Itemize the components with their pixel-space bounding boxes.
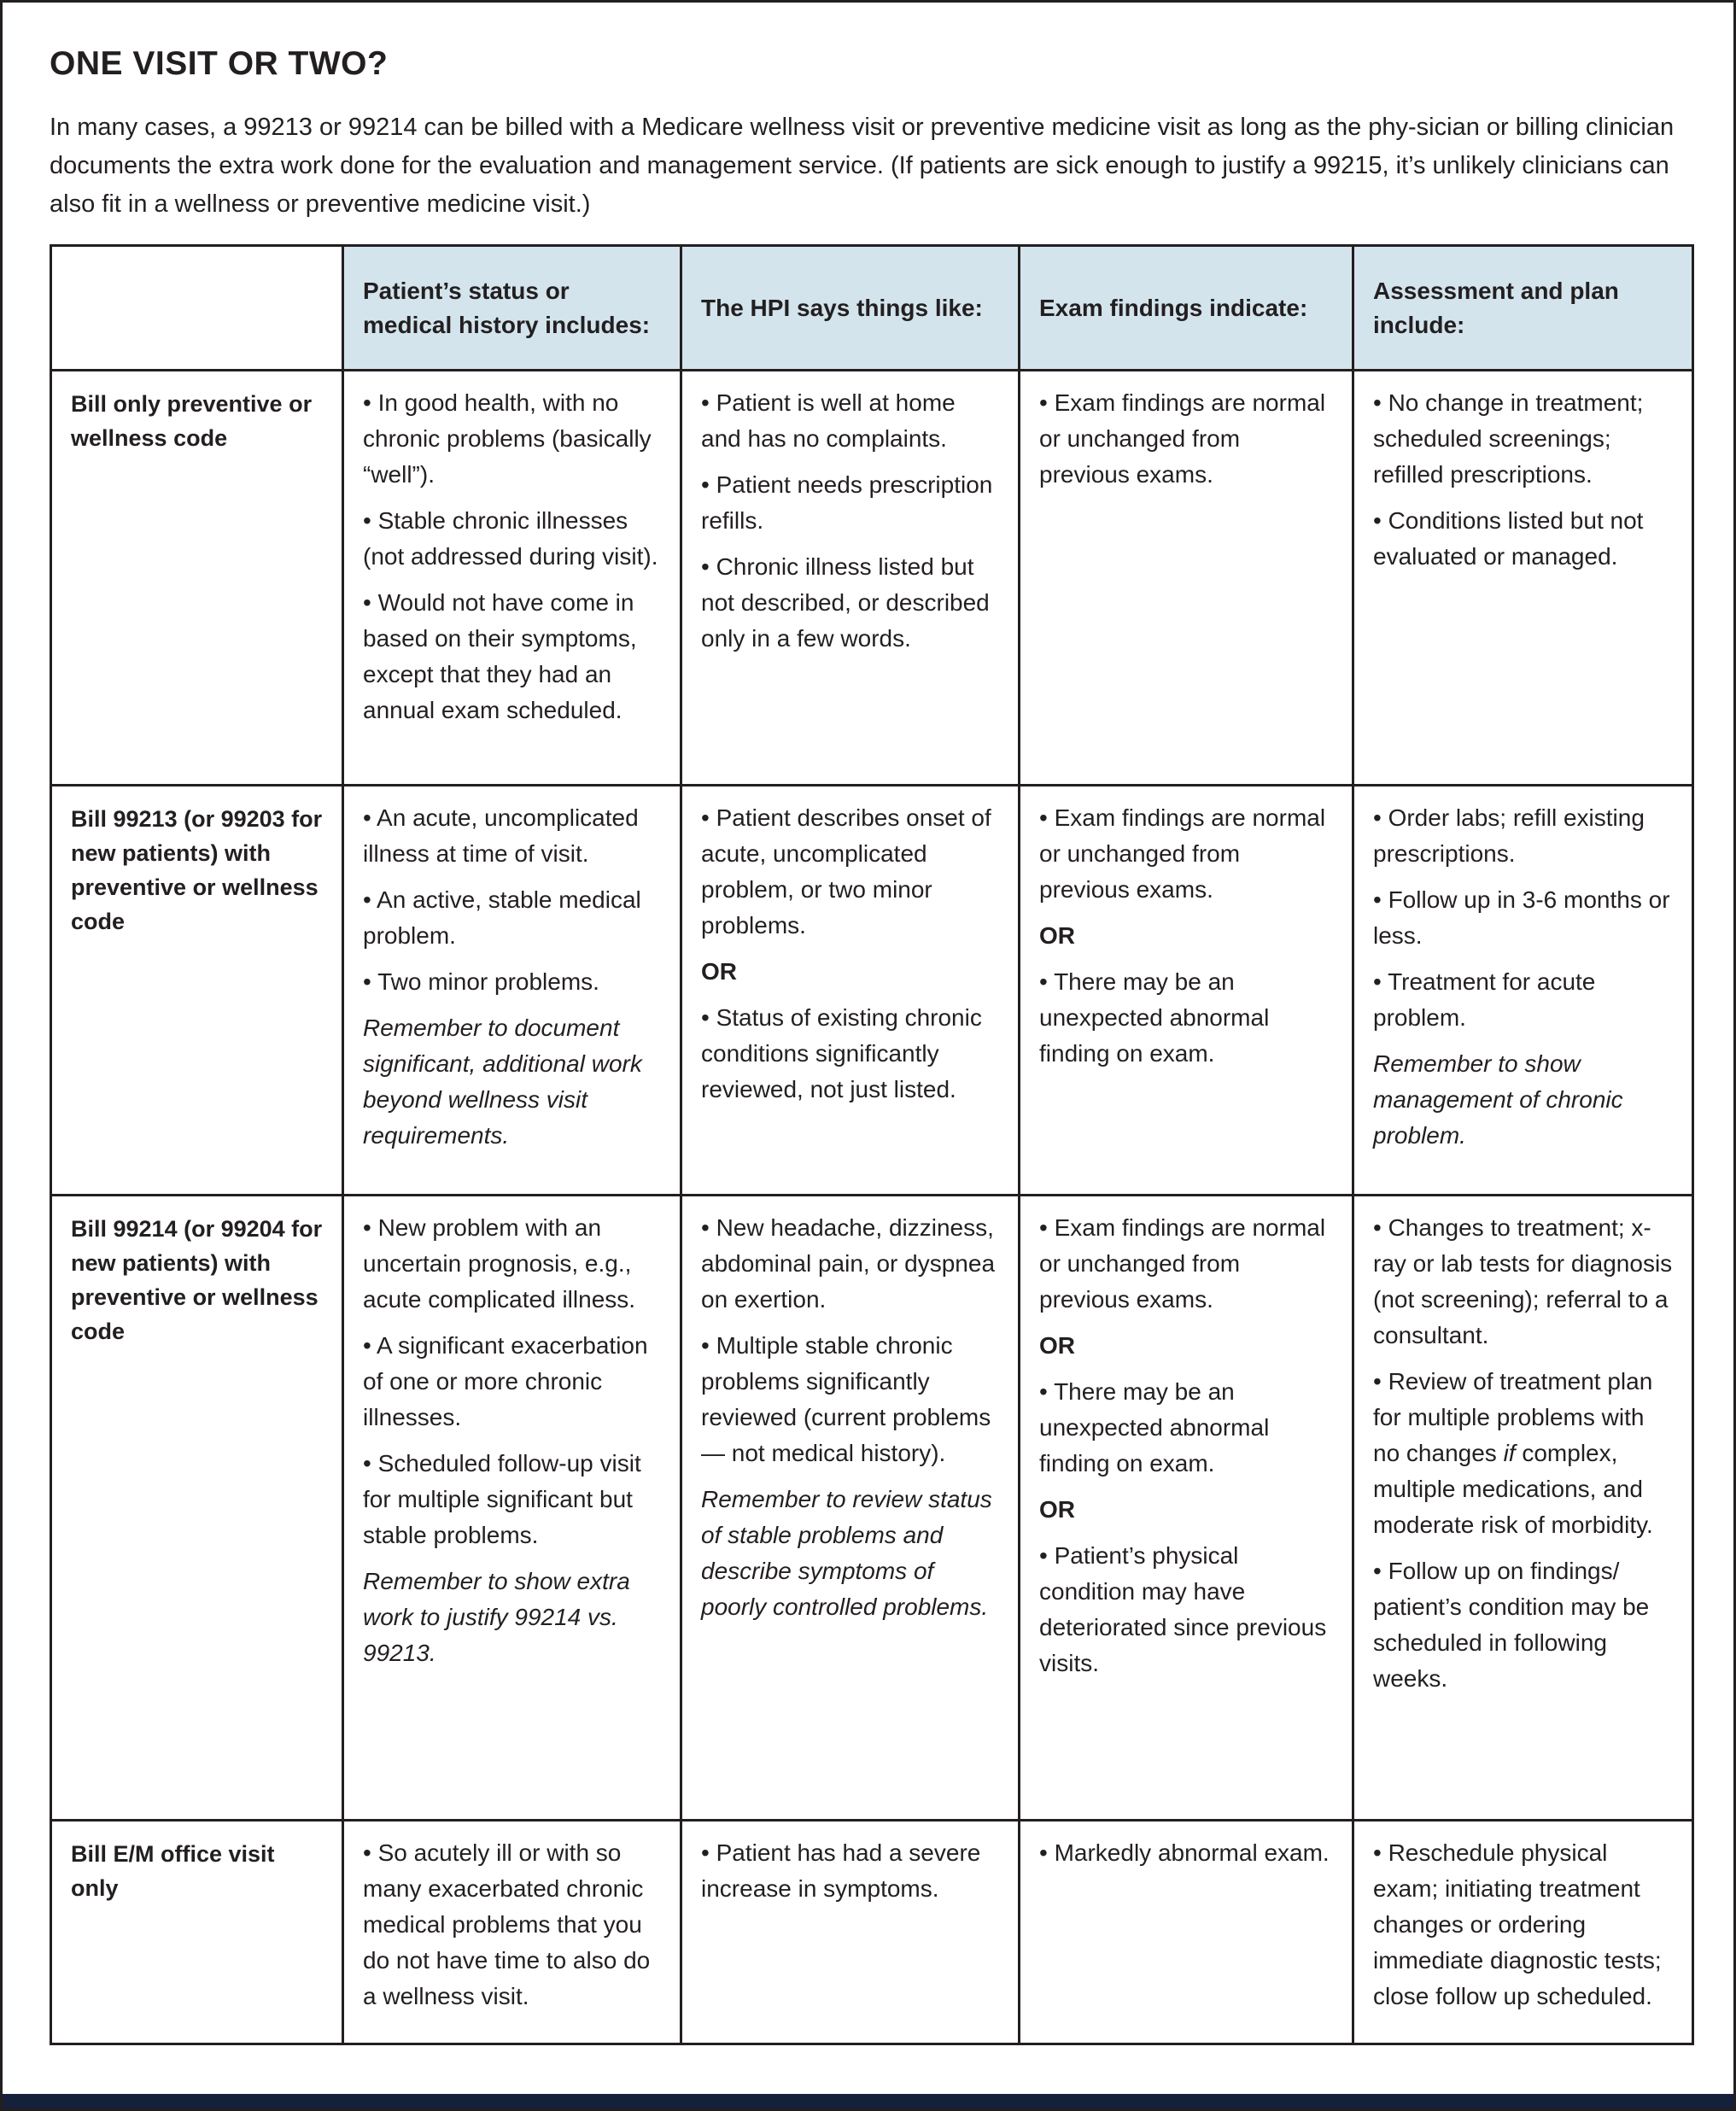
- table-row: [51, 1821, 1693, 2044]
- billing-decision-table: [50, 244, 1694, 2045]
- bullet-item: • Chronic illness listed but not described, or described only in a few words.: [701, 553, 990, 652]
- table-row: [51, 371, 1693, 786]
- bullet-item: • There may be an unexpected abnormal finding on exam.: [1039, 1378, 1270, 1477]
- intro-paragraph: In many cases, a 99213 or 99214 can be billed with a Medicare wellness visit or preventive medicine visit as long as the phy-sician or billing clinician documents the extra work done for the evaluation and management service. (If patients are sick enough to justify a 99215, it’s unlikely clinicians can also fit in a wellness or preventive medicine visit.): [50, 114, 1675, 218]
- cell-exam: [1020, 1196, 1353, 1821]
- bullet-item: • Order labs; refill existing prescriptions.: [1373, 804, 1645, 867]
- bullet-item: • No change in treatment; scheduled screenings; refilled prescriptions.: [1373, 389, 1644, 488]
- bullet-item: • Reschedule physical exam; initiating treatment changes or ordering immediate diagnostic tests; close follow up scheduled.: [1373, 1839, 1662, 2009]
- bullet-item: • Two minor problems.: [363, 968, 599, 995]
- column-header-assessment: Assessment and plan include:: [1353, 246, 1693, 371]
- bullet-item: • An active, stable medical problem.: [363, 886, 641, 949]
- cell-assessment: [1353, 1821, 1693, 2044]
- cell-exam: [1020, 371, 1353, 786]
- bullet-item: • Markedly abnormal exam.: [1039, 1839, 1330, 1866]
- bullet-item: • An acute, uncomplicated illness at time of visit.: [363, 804, 639, 867]
- row-label: Bill 99214 (or 99204 for new patients) with preventive or wellness code: [51, 1196, 343, 1821]
- or-connector: OR: [1039, 922, 1075, 949]
- cell-patient-status: [343, 371, 681, 786]
- bullet-item: • So acutely ill or with so many exacerbated chronic medical problems that you do not have time to also do a wellness visit.: [363, 1839, 651, 2009]
- bullet-item: • Follow up on findings/ patient’s condition may be scheduled in following weeks.: [1373, 1558, 1650, 1692]
- or-connector: OR: [1039, 1496, 1075, 1523]
- bullet-item: • Scheduled follow-up visit for multiple significant but stable problems.: [363, 1450, 641, 1548]
- bullet-item: • Status of existing chronic conditions significantly reviewed, not just listed.: [701, 1004, 982, 1102]
- column-header-hpi: The HPI says things like:: [681, 246, 1020, 371]
- bullet-item: • Exam findings are normal or unchanged from previous exams.: [1039, 1214, 1326, 1313]
- bullet-item: • Patient describes onset of acute, uncomplicated problem, or two minor problems.: [701, 804, 991, 939]
- row-label: Bill only preventive or wellness code: [51, 371, 343, 786]
- row-label: Bill E/M office visit only: [51, 1821, 343, 2044]
- column-header-exam: Exam findings indicate:: [1020, 246, 1353, 371]
- bullet-item: • A significant exacerbation of one or more chronic illnesses.: [363, 1332, 648, 1430]
- bullet-item: • Follow up in 3-6 months or less.: [1373, 886, 1670, 949]
- cell-hpi: [681, 1821, 1020, 2044]
- bullet-item: • Stable chronic illnesses (not addressed during visit).: [363, 507, 658, 570]
- or-connector: OR: [1039, 1332, 1075, 1359]
- bullet-item: • Review of treatment plan for multiple problems with no changes if complex, multiple medications, and moderate risk of morbidity.: [1373, 1368, 1653, 1538]
- cell-hpi: [681, 1196, 1020, 1821]
- note-paragraph: Remember to show management of chronic problem.: [1373, 1050, 1623, 1149]
- cell-patient-status: [343, 1196, 681, 1821]
- or-connector: OR: [701, 958, 737, 985]
- bullet-item: • Treatment for acute problem.: [1373, 968, 1596, 1031]
- page-title: ONE VISIT OR TWO?: [50, 45, 389, 82]
- bullet-item: • In good health, with no chronic problems (basically “well”).: [363, 389, 652, 488]
- cell-hpi: [681, 786, 1020, 1196]
- cell-patient-status: [343, 1821, 681, 2044]
- bullet-item: • Conditions listed but not evaluated or managed.: [1373, 507, 1644, 570]
- column-header-patient-status: Patient’s status or medical history includes:: [343, 246, 681, 371]
- table-row: [51, 786, 1693, 1196]
- cell-exam: [1020, 1821, 1353, 2044]
- note-paragraph: Remember to document significant, additional work beyond wellness visit requirements.: [363, 1015, 642, 1149]
- bullet-item: • Exam findings are normal or unchanged from previous exams.: [1039, 804, 1326, 903]
- bullet-item: • Patient is well at home and has no complaints.: [701, 389, 956, 452]
- bottom-accent-bar: [3, 2094, 1733, 2108]
- cell-exam: [1020, 786, 1353, 1196]
- corner-cell: [51, 246, 343, 371]
- cell-assessment: [1353, 1196, 1693, 1821]
- bullet-item: • Exam findings are normal or unchanged from previous exams.: [1039, 389, 1326, 488]
- cell-hpi: [681, 371, 1020, 786]
- row-label: Bill 99213 (or 99203 for new patients) with preventive or wellness code: [51, 786, 343, 1196]
- cell-assessment: [1353, 371, 1693, 786]
- note-paragraph: Remember to review status of stable problems and describe symptoms of poorly controlled problems.: [701, 1486, 992, 1620]
- bullet-item: • Patient needs prescription refills.: [701, 471, 993, 534]
- bullet-item: • Patient’s physical condition may have deteriorated since previous visits.: [1039, 1542, 1327, 1676]
- header-row: [51, 246, 1693, 371]
- bullet-item: • Patient has had a severe increase in symptoms.: [701, 1839, 981, 1902]
- bullet-item: • Changes to treatment; x-ray or lab tests for diagnosis (not screening); referral to a consultant.: [1373, 1214, 1673, 1348]
- bullet-item: • Multiple stable chronic problems significantly reviewed (current problems — not medical history).: [701, 1332, 991, 1466]
- bullet-item: • There may be an unexpected abnormal finding on exam.: [1039, 968, 1270, 1067]
- bullet-item: • New headache, dizziness, abdominal pain, or dyspnea on exertion.: [701, 1214, 996, 1313]
- note-paragraph: Remember to show extra work to justify 99214 vs. 99213.: [363, 1568, 630, 1666]
- bullet-item: • Would not have come in based on their symptoms, except that they had an annual exam scheduled.: [363, 589, 637, 723]
- table-row: [51, 1196, 1693, 1821]
- bullet-item: • New problem with an uncertain prognosis, e.g., acute complicated illness.: [363, 1214, 636, 1313]
- cell-assessment: [1353, 786, 1693, 1196]
- cell-patient-status: [343, 786, 681, 1196]
